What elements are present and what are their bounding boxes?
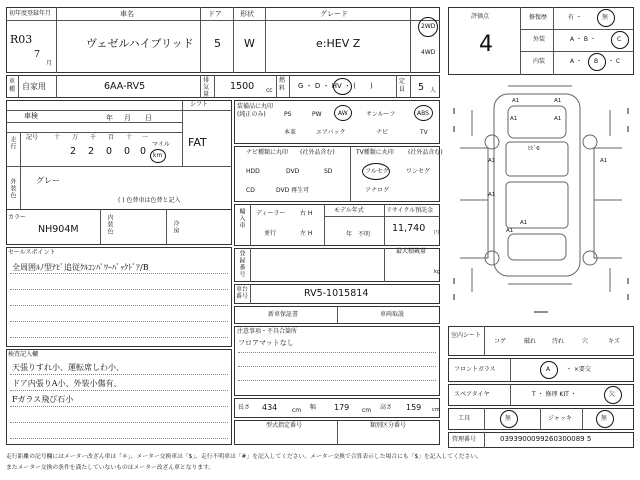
registration-label: 登録番号	[238, 250, 245, 278]
color-label: 外装色	[9, 178, 16, 199]
inspection-day: 日	[145, 114, 152, 122]
odometer-note: 記号	[26, 134, 39, 141]
door-label: ドア	[208, 10, 222, 18]
odo-digit-label: 十	[126, 134, 133, 141]
inspector-label: 検査記入欄	[8, 351, 39, 358]
navi-note: (社外品含む)	[300, 149, 335, 156]
height: 159	[406, 403, 422, 412]
damage-label: A1	[488, 158, 496, 164]
max-load-label: 最大積載量	[396, 248, 427, 255]
fuel-options: G ・ D ・ HV ・ ( )	[298, 82, 373, 90]
color-note: ( ) 色替車は色替と記入	[118, 197, 181, 204]
inspector-line: ドア内張りA小、外装小傷有、	[12, 379, 122, 388]
ac-label: 冷房	[172, 220, 179, 234]
inspection-year: 年	[106, 114, 113, 122]
odo-digit-label: 百	[108, 134, 115, 141]
odo-digit: 0	[140, 146, 147, 157]
damage-label: A1	[554, 116, 562, 122]
month-unit: 月	[46, 60, 53, 67]
repair-opts: 有 ・	[568, 14, 582, 21]
spare-label: スペアタイヤ	[454, 391, 490, 398]
front-glass-sel: A	[546, 366, 551, 373]
vehicle-manual: 車両取説	[380, 311, 405, 318]
capacity-label: 定員	[399, 78, 406, 93]
height-label: 高さ	[380, 404, 393, 411]
tv-oneseg: ワンセグ	[406, 168, 431, 175]
damage-label: A1	[554, 98, 562, 104]
capacity-unit: 人	[430, 87, 437, 94]
car-name-label: 車名	[120, 10, 134, 18]
seat-item: コゲ	[494, 338, 507, 345]
km-unit: km	[153, 152, 163, 159]
manage-number: 0393900099260300089 5	[500, 435, 592, 443]
interior-color-label: 内装色	[106, 214, 113, 235]
odo-digit-label: 一	[142, 134, 149, 141]
interior-sel: B	[594, 58, 599, 65]
equip-airbag: エアバック	[316, 129, 346, 136]
length-label: 長さ	[238, 404, 251, 411]
width-label: 幅	[310, 404, 317, 411]
manage-label: 管理番号	[452, 436, 477, 443]
equip-abs: ABS	[417, 110, 429, 117]
handle-left: 左 H	[300, 230, 313, 237]
damage-label: A1	[600, 158, 608, 164]
damage-label: A1	[510, 116, 518, 122]
shape-label: 形状	[240, 10, 254, 18]
navi-cd: CD	[246, 187, 255, 194]
tv-fullseg: フルセグ	[365, 168, 389, 175]
selling-point-label: セールスポイント	[8, 249, 56, 256]
shape: W	[244, 37, 255, 50]
height-unit: cm	[432, 407, 440, 413]
odo-digit: 0	[106, 146, 113, 157]
length-unit: cm	[292, 407, 302, 414]
color-code-label: カラー	[8, 214, 27, 221]
interior-opts-a: A ・	[570, 58, 583, 65]
type-number-label: 型式指定番号	[266, 422, 303, 429]
type-label: 車種	[9, 78, 16, 93]
displacement-label: 排気量	[203, 77, 210, 98]
equipment-label2: (純正のみ)	[237, 111, 266, 118]
interior-opts-c: ・ C	[608, 58, 621, 65]
type-row	[6, 75, 440, 98]
damage-label: A1	[488, 192, 496, 198]
footer-note-1: 走行距離の記号欄にはメーター改ざん車は「＊」、メーター交換車は「$」、走行不明車は「#」を記入してください。メーター交換で合算表示した場合にも「$」を記入してください。	[6, 454, 482, 460]
seat-item: 破れ	[524, 338, 537, 345]
repair-label: 修復歴	[529, 14, 548, 21]
jack-label: ジャッキ	[548, 415, 572, 422]
equipment-label: 装備品に丸印	[237, 103, 274, 110]
grade-label: グレード	[320, 10, 348, 18]
odo-digit-label: 十	[54, 134, 61, 141]
use: 自家用	[22, 82, 46, 91]
navi-sd: SD	[324, 168, 333, 175]
shift-value: FAT	[188, 136, 207, 149]
car-outline-icon	[448, 78, 634, 324]
navi-label: ナビ種類に丸印	[246, 149, 289, 156]
notes-text: フロアマットなし	[238, 339, 294, 347]
spare-opts: T ・ 修理 KIT ・	[532, 391, 577, 398]
grade: e:HEV Z	[316, 37, 361, 50]
damage-label: A1	[512, 98, 520, 104]
damage-label: A1	[520, 220, 528, 226]
car-name: ヴェゼルハイブリッド	[86, 37, 194, 50]
navi-dvd-play: DVD 再生可	[276, 187, 310, 194]
inspection-label: 車検	[24, 112, 38, 120]
exterior-sel: C	[617, 36, 622, 43]
model-year-label: モデル年式	[334, 207, 364, 214]
reg-year-label: 初年度登録年月	[9, 10, 52, 17]
jack-sel: 無	[601, 415, 608, 422]
seat-item: キズ	[608, 338, 620, 345]
import-label: 輸入車	[238, 208, 245, 229]
damage-label: A1	[506, 228, 514, 234]
inspector-line: Fガラス飛び石小	[12, 395, 74, 404]
equip-aw: AW	[338, 110, 348, 117]
width: 179	[334, 403, 350, 412]
seat-label: 室内シート	[451, 332, 482, 339]
odo-digit: 0	[124, 146, 131, 157]
inspection-month: 月	[124, 114, 131, 122]
frame-label: 車台番号	[236, 286, 249, 300]
interior-label: 内装	[533, 58, 546, 65]
tv-note: (社外品含む)	[408, 149, 443, 156]
recycle-value: 11,740	[392, 223, 426, 234]
handle-right: 右 H	[300, 210, 313, 217]
odo-digit-label: 千	[90, 134, 97, 141]
equip-pw: PW	[312, 111, 322, 118]
selling-point-text: 全周囲ﾙﾉ型ﾅﾋﾞ追従ｸﾙｺﾝﾊﾟﾜｰﾊﾞｯｸﾄﾞｱ/B	[12, 263, 149, 272]
tools-label: 工具	[458, 415, 471, 422]
tv-label: TV種類に丸印	[356, 149, 394, 156]
drive-2wd: 2WD	[421, 23, 436, 30]
odo-digit-label: 万	[72, 134, 79, 141]
footer-note-2: またメーター交換の条件を満たしていないものはメーター改ざん車となります。	[6, 465, 215, 471]
shift-label: シフト	[190, 101, 209, 108]
selling-point-block	[6, 247, 232, 347]
exterior-label: 外装	[533, 36, 546, 43]
cc-unit: cc	[266, 87, 273, 94]
import-parallel: 並行	[264, 230, 277, 237]
front-glass-rest: ・ ×要交	[566, 366, 591, 373]
model-year: 年 不明	[346, 231, 371, 238]
equip-ps: PS	[284, 111, 292, 118]
recycle-label: リサイクル預託金	[386, 207, 434, 214]
color-code: NH904M	[38, 224, 79, 235]
mile-unit: マイル	[152, 141, 170, 148]
equip-tv: TV	[420, 129, 428, 136]
capacity: 5	[418, 82, 425, 93]
yen-unit: 円	[434, 230, 440, 236]
damage-diagram	[448, 78, 634, 324]
spare-sel: 欠	[609, 391, 616, 398]
reg-month: 7	[34, 49, 41, 60]
seat-item: 穴	[582, 338, 589, 345]
length: 434	[262, 403, 278, 412]
seat-item: 汚れ	[552, 338, 565, 345]
equip-sunroof: サンルーフ	[366, 111, 396, 118]
kg-unit: kg	[434, 269, 441, 275]
exterior-opts: A ・ B ・	[570, 36, 596, 43]
doors: 5	[214, 37, 221, 50]
damage-label: ﾋﾋﾞ6	[528, 146, 540, 152]
odometer-label: 走行	[9, 136, 16, 150]
tv-analog: アナログ	[365, 187, 390, 194]
notes-block	[234, 326, 440, 396]
warranty-new: 新車保証書	[268, 311, 299, 318]
reg-year: R03	[10, 33, 33, 46]
fuel-label: 燃料	[279, 77, 286, 92]
model-code: 6AA-RV5	[104, 81, 146, 92]
score-value: 4	[479, 32, 493, 57]
odo-digit: 2	[70, 146, 77, 157]
inspector-line: 天張りすれ小、運転席しわ小、	[12, 363, 124, 372]
equip-navi: ナビ	[376, 129, 389, 136]
notes-label: 注意事項・不具合箇所	[237, 328, 298, 335]
frame-number: RV5-1015814	[304, 288, 369, 299]
tools-sel: 無	[505, 415, 512, 422]
displacement: 1500	[230, 81, 255, 92]
odo-digit: 2	[88, 146, 95, 157]
seat-row	[448, 326, 634, 356]
score-label: 評価点	[471, 13, 490, 20]
repair-none: 無	[602, 14, 609, 21]
equip-leather: 本革	[284, 129, 297, 136]
class-number-label: 類別区分番号	[370, 422, 407, 429]
fuel-hv-circle	[333, 78, 352, 95]
front-glass-label: フロントガラス	[454, 366, 496, 373]
import-dealer: ディーラー	[256, 210, 286, 217]
width-unit: cm	[362, 407, 372, 414]
header-block	[6, 7, 440, 73]
color-value: グレー	[36, 176, 60, 185]
navi-dvd: DVD	[286, 168, 300, 175]
navi-hdd: HDD	[246, 168, 260, 175]
drive-4wd: 4WD	[421, 49, 436, 56]
